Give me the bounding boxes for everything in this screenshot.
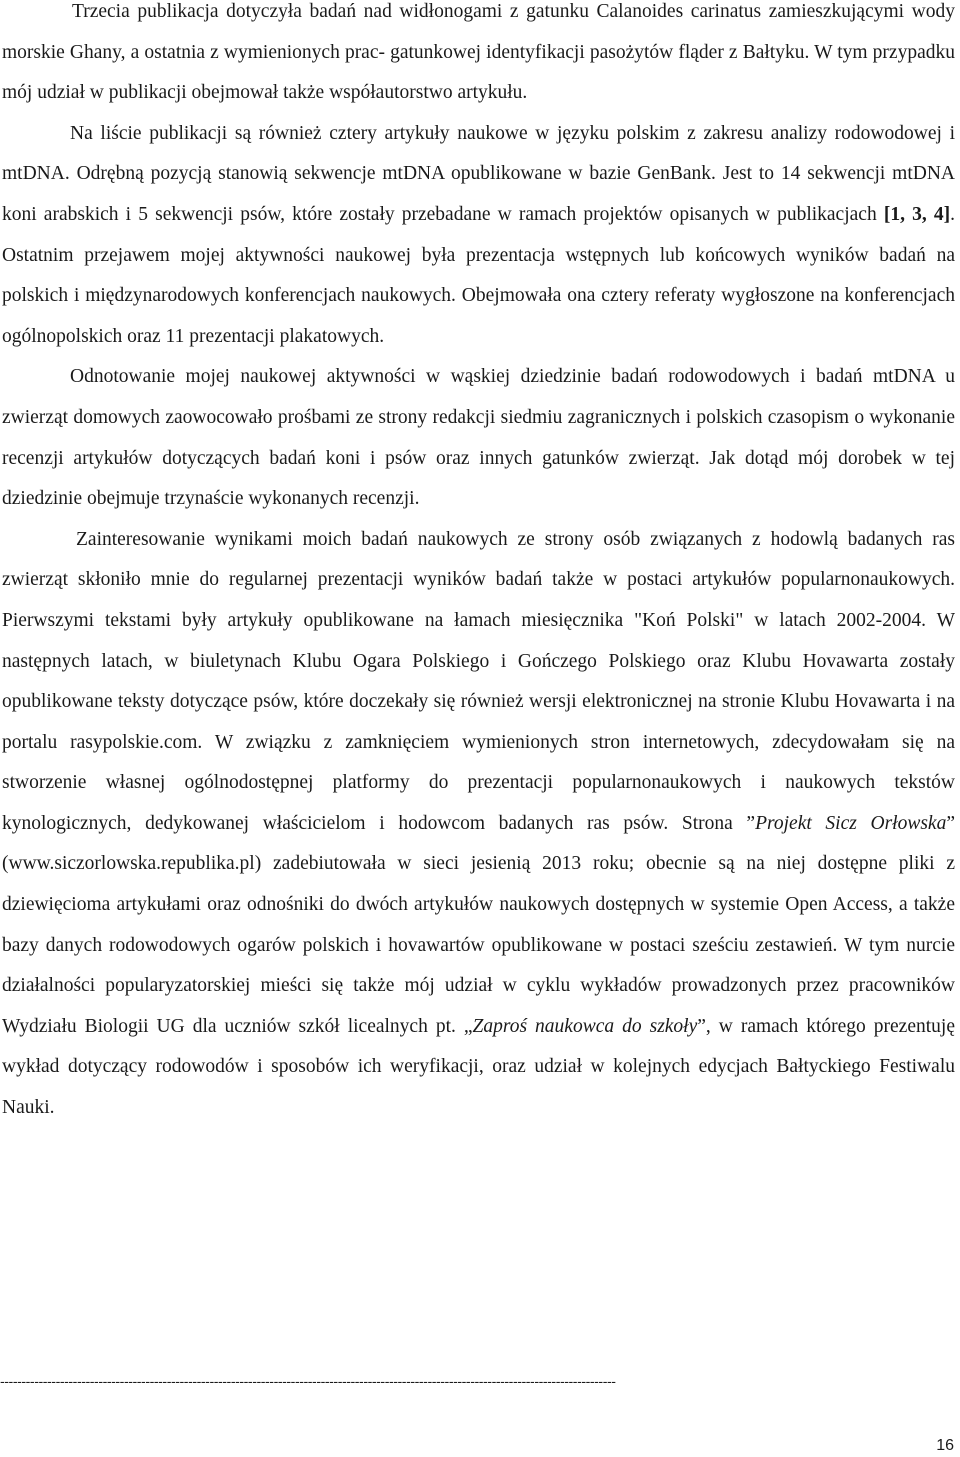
paragraph-text: Zainteresowanie wynikami moich badań naukowych ze strony osób związanych z hodowlą badanych ras zwierząt skłoniło mnie do regularnej prezentacji wyników badań także w postaci artykułów popularnonaukowych. Pierwszymi tekstami były artykuły opublikowane na łamach miesięcznika "Koń Polski" w latach 2002-2004. W następnych latach, w biuletynach Klubu Ogara Polskiego i Gończego Polskiego oraz Klubu Hovawarta zostały opublikowane teksty dotyczące psów, które doczekały się również wersji elektronicznej na stronie Klubu Hovawarta i na portalu rasypolskie.com. W związku z zamknięciem wymienionych stron internetowych, zdecydowałam się na stworzenie własnej ogólnodostępnej platformy do prezentacji popularnonaukowych i naukowych tekstów kynologicznych, dedykowanej właścicielom i hodowcom badanych ras psów. Strona ” [2, 528, 955, 834]
paragraph-text: ”, w ramach którego prezentuję wykład dotyczący rodowodów i sposobów ich weryfikacji, oraz udział w kolejnych edycjach Bałtyckiego Festiwalu Nauki. [2, 1015, 955, 1119]
paragraph-publications-list [2, 114, 955, 358]
paragraph-calanoides [2, 0, 955, 114]
italic-title: Zaproś naukowca do szkoły [472, 1015, 698, 1037]
reference-citation: [1, 3, 4] [883, 203, 951, 225]
footer-divider: ------------------------------------------------------------------------------------------------------------------------------------------------ [0, 1374, 616, 1390]
paragraph-text: Trzecia publikacja dotyczyła badań nad widłonogami z gatunku Calanoides carinatus zamieszkującymi wody morskie Ghany, a ostatnia z wymienionych prac- gatunkowej identyfikacji pasożytów fląder z Bałtyku. W tym przypadku mój udział w publikacji obejmował także współautorstwo artykułu. [2, 1, 955, 104]
document-page [2, 0, 955, 1129]
paragraph-text: Na liście publikacji są również cztery artykuły naukowe w języku polskim z zakresu analizy rodowodowej i mtDNA. Odrębną pozycją stanowią sekwencje mtDNA opublikowane w bazie GenBank. Jest to 14 sekwencji mtDNA koni arabskich i 5 sekwencji psów, które zostały przebadane w ramach projektów opisanych w publikacjach [2, 122, 955, 225]
page-number: 16 [936, 1437, 954, 1454]
paragraph-text: Odnotowanie mojej naukowej aktywności w wąskiej dziedzinie badań rodowodowych i badań mtDNA u zwierząt domowych zaowocowało prośbami ze strony redakcji siedmiu zagranicznych i polskich czasopism o wykonanie recenzji artykułów dotyczących badań koni i psów oraz innych gatunków zwierząt. Jak dotąd mój dorobek w tej dziedzinie obejmuje trzynaście wykonanych recenzji. [2, 366, 955, 510]
italic-title: Projekt Sicz Orłowska [755, 812, 947, 834]
paragraph-popular-science [2, 520, 955, 1129]
paragraph-reviews [2, 357, 955, 519]
paragraph-text: ” (www.siczorlowska.republika.pl) zadebiutowała w sieci jesienią 2013 roku; obecnie są na niej dostępne pliki z dziewięcioma artykułami oraz odnośniki do dwóch artykułów naukowych dostępnych w systemie Open Access, a także bazy danych rodowodowych ogarów polskich i hovawartów opublikowane w postaci sześciu zestawień. W tym nurcie działalności popularyzatorskiej mieści się także mój udział w cyklu wykładów prowadzonych przez pracowników Wydziału Biologii UG dla uczniów szkół licealnych pt. „ [2, 812, 955, 1037]
paragraph-text: . Ostatnim przejawem mojej aktywności naukowej była prezentacja wstępnych lub końcowych wyników badań na polskich i międzynarodowych konferencjach naukowych. Obejmowała ona cztery referaty wygłoszone na konferencjach ogólnopolskich oraz 11 prezentacji plakatowych. [2, 203, 955, 347]
